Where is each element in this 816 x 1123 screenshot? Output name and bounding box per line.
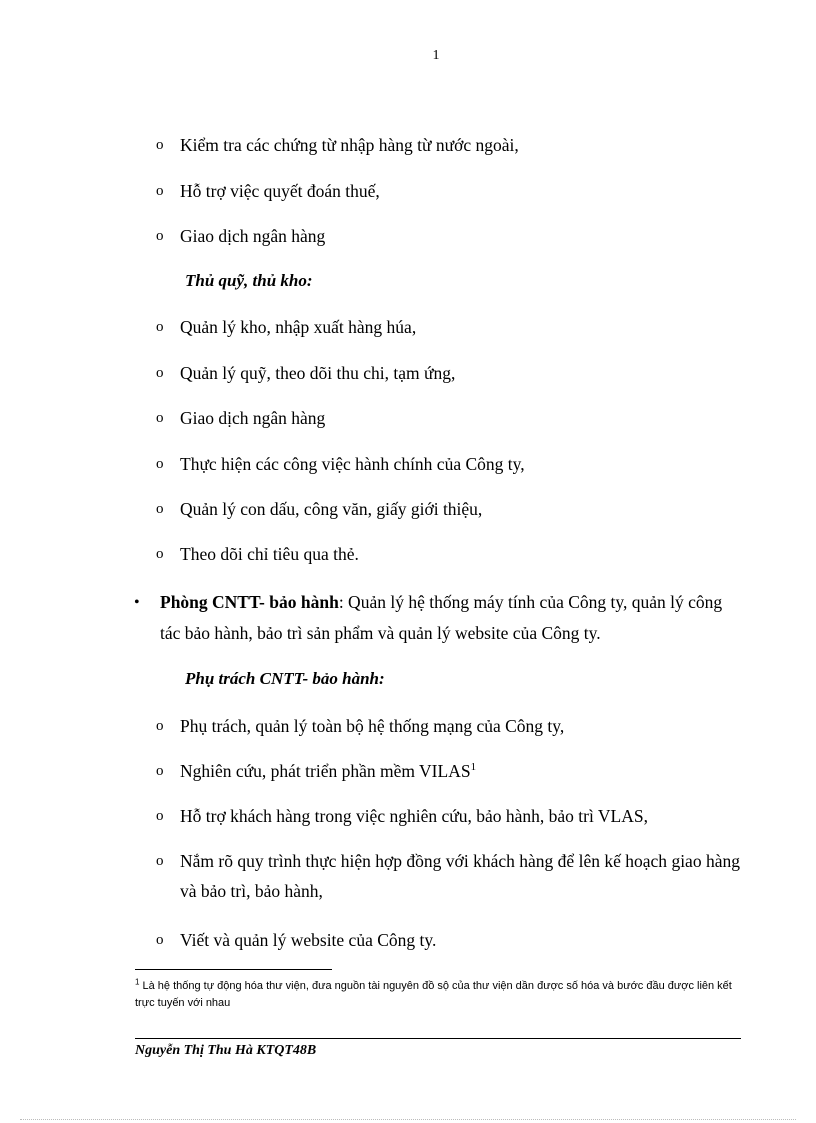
list-item — [156, 539, 740, 569]
list-item-text-content: Nghiên cứu, phát triển phần mềm VILAS — [180, 761, 471, 781]
list-item-text: Quản lý con dấu, công văn, giấy giới thiệu, — [180, 499, 483, 519]
list-item-text: Giao dịch ngân hàng — [180, 408, 326, 428]
circle-bullet-icon: o — [156, 365, 164, 381]
list-item-text: Quản lý quỹ, theo dõi thu chi, tạm ứng, — [180, 363, 456, 383]
page-number: 1 — [432, 48, 440, 63]
list-item — [156, 403, 740, 433]
circle-bullet-icon: o — [156, 456, 164, 472]
department-bullet — [134, 587, 740, 649]
list-item — [156, 130, 740, 160]
circle-bullet-icon: o — [156, 183, 164, 199]
circle-bullet-icon: o — [156, 718, 164, 734]
circle-bullet-icon: o — [156, 137, 164, 153]
page-bottom-edge — [20, 1119, 796, 1120]
list-item-text: Hỗ trợ khách hàng trong việc nghiên cứu, bảo hành, bảo trì VLAS, — [180, 806, 648, 826]
footnote-mark: 1 — [135, 977, 140, 987]
list-item-text: Quản lý kho, nhập xuất hàng húa, — [180, 317, 417, 337]
footnote-text: Là hệ thống tự động hóa thư viện, đưa nguồn tài nguyên đồ sộ của thư viện dần được số hóa và bước đầu được liên kết trực tuyến với nhau — [135, 980, 732, 1009]
circle-bullet-icon: o — [156, 853, 164, 869]
footnote-reference[interactable]: 1 — [470, 761, 477, 774]
list-item-text: Theo dõi chỉ tiêu qua thẻ. — [180, 544, 359, 564]
list-item-text: Thực hiện các công việc hành chính của Công ty, — [180, 454, 525, 474]
list-item — [156, 312, 740, 342]
list-item-text: Giao dịch ngân hàng — [180, 226, 326, 246]
list-item — [156, 494, 740, 524]
list-item — [156, 176, 740, 206]
list-item — [156, 801, 740, 831]
list-item-text — [180, 756, 740, 786]
section-heading-it: Phụ trách CNTT- bảo hành: — [185, 669, 385, 688]
list-item-text: Viết và quản lý website của Công ty. — [180, 930, 437, 950]
footer-author: Nguyễn Thị Thu Hà KTQT48B — [135, 1043, 317, 1058]
section-heading-treasurer: Thủ quỹ, thủ kho: — [185, 271, 313, 290]
circle-bullet-icon: o — [156, 546, 164, 562]
circle-bullet-icon: o — [156, 808, 164, 824]
department-description: : Quản lý hệ thống máy tính của Công ty, quản lý công tác bảo hành, bảo trì sản phẩm và quản lý website của Công ty. — [160, 592, 723, 643]
list-item — [156, 846, 740, 906]
circle-bullet-icon: o — [156, 319, 164, 335]
department-bullet-text — [160, 587, 740, 649]
list-item-text: Kiểm tra các chứng từ nhập hàng từ nước ngoài, — [180, 135, 519, 155]
list-item — [156, 925, 740, 955]
footnote — [135, 978, 735, 1012]
filled-dot-bullet-icon: • — [134, 594, 140, 611]
list-item-text: Hỗ trợ việc quyết đoán thuế, — [180, 181, 380, 201]
footnote-separator — [135, 969, 332, 970]
list-item — [156, 358, 740, 388]
circle-bullet-icon: o — [156, 763, 164, 779]
circle-bullet-icon: o — [156, 501, 164, 517]
list-item — [156, 221, 740, 251]
footer-separator — [135, 1038, 741, 1039]
circle-bullet-icon: o — [156, 410, 164, 426]
department-title: Phòng CNTT- bảo hành — [160, 592, 339, 612]
circle-bullet-icon: o — [156, 932, 164, 948]
list-item-text: Phụ trách, quản lý toàn bộ hệ thống mạng của Công ty, — [180, 716, 565, 736]
list-item — [156, 449, 740, 479]
list-item-text: Nắm rõ quy trình thực hiện hợp đồng với khách hàng để lên kế hoạch giao hàng và bảo trì, bảo hành, — [180, 851, 740, 901]
circle-bullet-icon: o — [156, 228, 164, 244]
list-item — [156, 756, 740, 786]
list-item — [156, 711, 740, 741]
